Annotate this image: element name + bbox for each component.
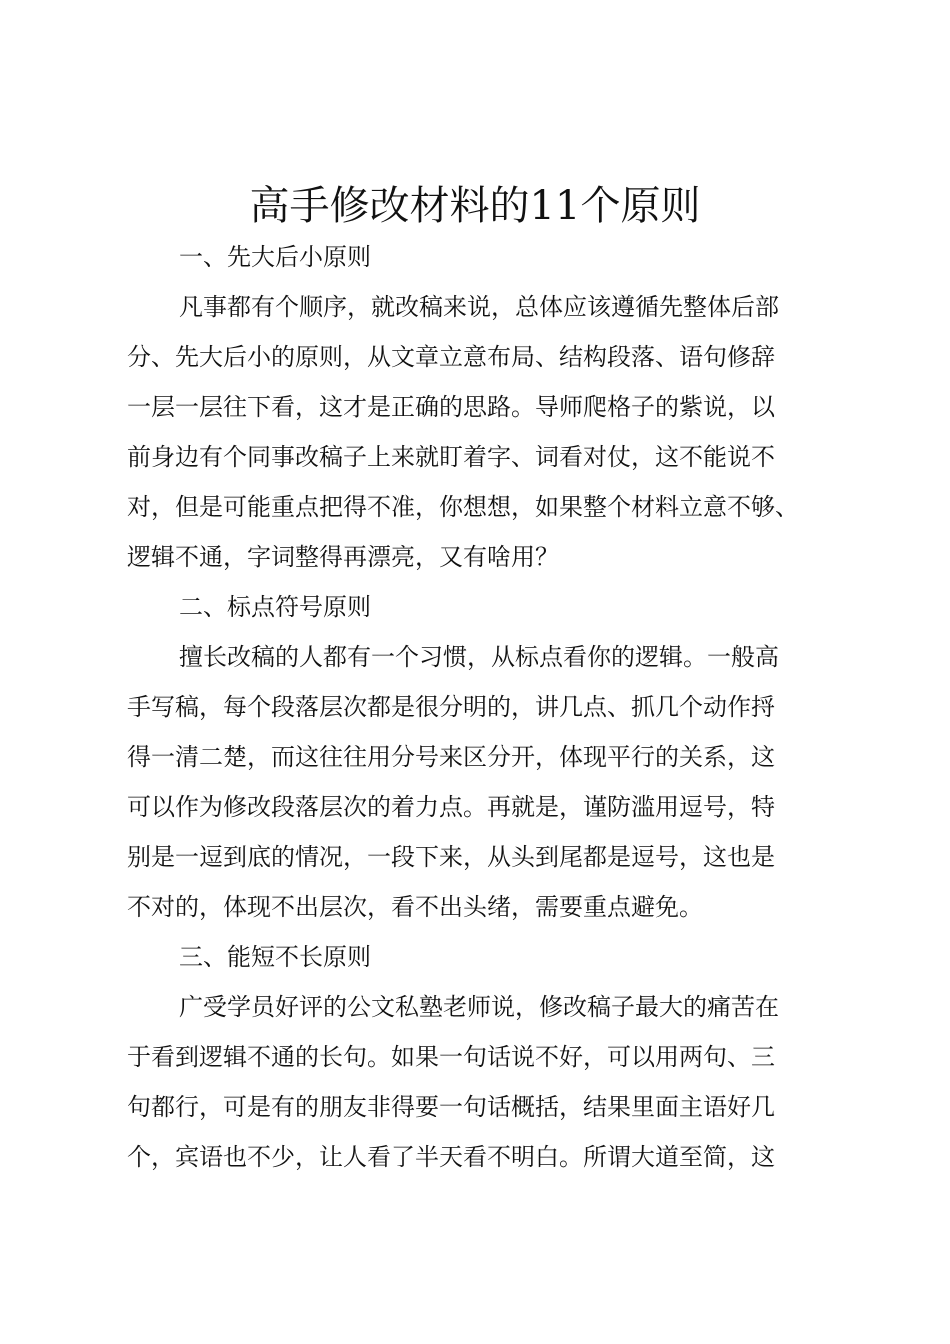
- document-body: [127, 232, 847, 1182]
- paragraph-line: 一层一层往下看，这才是正确的思路。导师爬格子的紫说，以: [127, 393, 775, 421]
- paragraph-line: 于看到逻辑不通的长句。如果一句话说不好，可以用两句、三: [127, 1043, 775, 1071]
- paragraph-line: 不对的，体现不出层次，看不出头绪，需要重点避免。: [127, 893, 703, 921]
- section-heading-1: 一、先大后小原则: [179, 243, 371, 271]
- paragraph-line: 别是一逗到底的情况，一段下来，从头到尾都是逗号，这也是: [127, 843, 775, 871]
- paragraph-line: 前身边有个同事改稿子上来就盯着字、词看对仗，这不能说不: [127, 443, 775, 471]
- paragraph-line: 可以作为修改段落层次的着力点。再就是，谨防滥用逗号，特: [127, 793, 775, 821]
- paragraph-line: 擅长改稿的人都有一个习惯，从标点看你的逻辑。一般高: [179, 643, 779, 671]
- section-heading-3: 三、能短不长原则: [179, 943, 371, 971]
- section-heading-2: 二、标点符号原则: [179, 593, 371, 621]
- paragraph-line: 对，但是可能重点把得不准，你想想，如果整个材料立意不够、: [127, 493, 799, 521]
- paragraph-line: 凡事都有个顺序，就改稿来说，总体应该遵循先整体后部: [179, 293, 779, 321]
- paragraph-line: 个，宾语也不少，让人看了半天看不明白。所谓大道至简，这: [127, 1143, 775, 1171]
- paragraph-line: 分、先大后小的原则，从文章立意布局、结构段落、语句修辞: [127, 343, 775, 371]
- paragraph-line: 逻辑不通，字词整得再漂亮，又有啥用？: [127, 543, 559, 571]
- paragraph-line: 手写稿，每个段落层次都是很分明的，讲几点、抓几个动作捋: [127, 693, 775, 721]
- paragraph-line: 句都行，可是有的朋友非得要一句话概括，结果里面主语好几: [127, 1093, 775, 1121]
- document-title: 高手修改材料的11个原则: [249, 183, 701, 229]
- paragraph-line: 广受学员好评的公文私塾老师说，修改稿子最大的痛苦在: [179, 993, 779, 1021]
- paragraph-line: 得一清二楚，而这往往用分号来区分开，体现平行的关系，这: [127, 743, 775, 771]
